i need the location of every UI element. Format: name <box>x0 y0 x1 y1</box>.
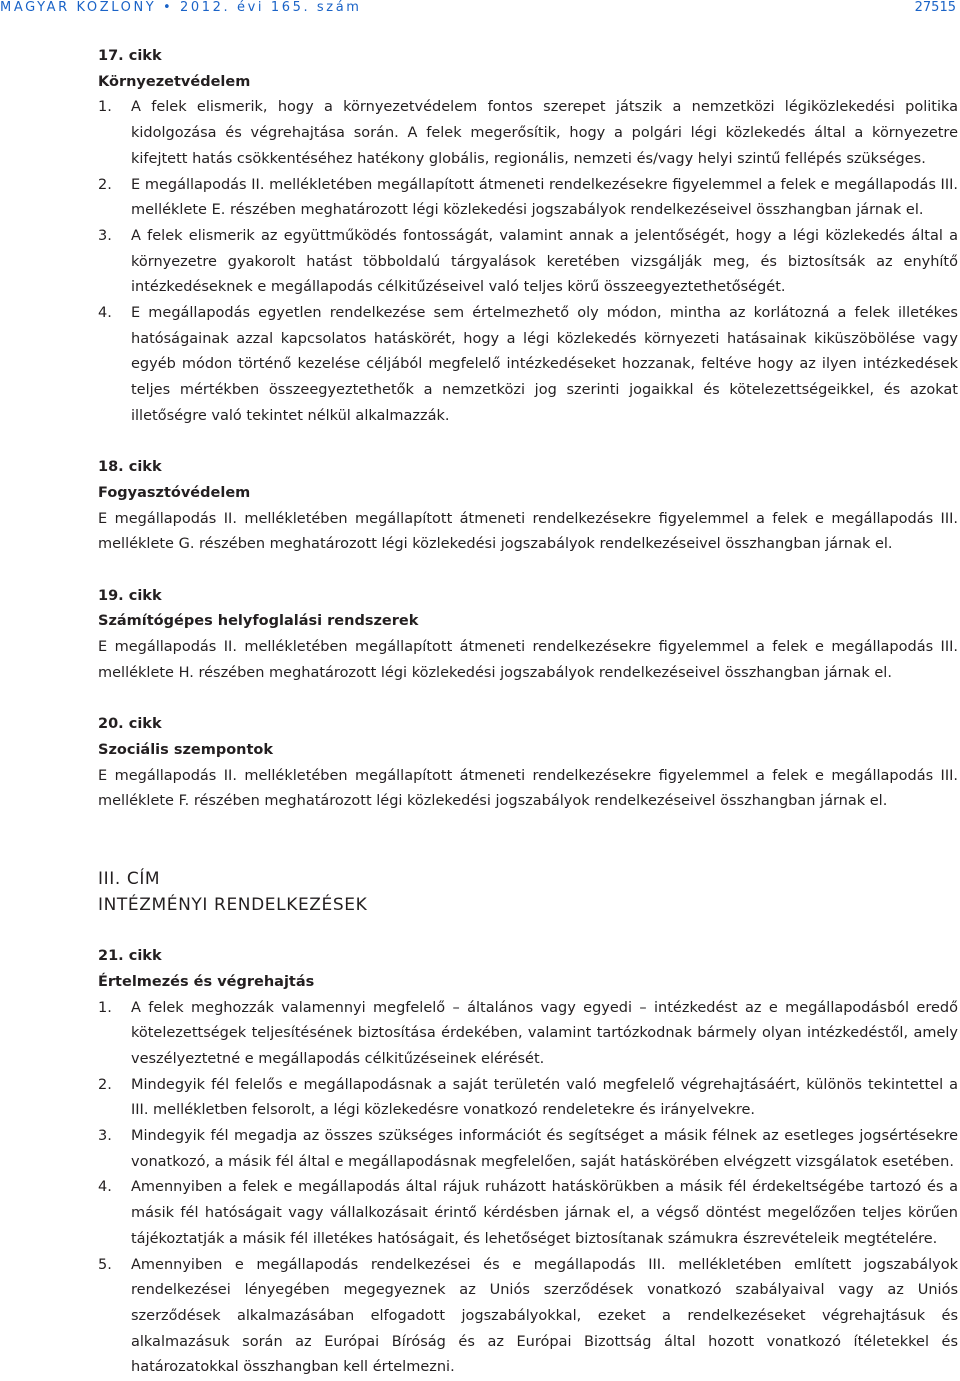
article-title: Fogyasztóvédelem <box>98 484 251 501</box>
paragraph-number: 1. <box>98 999 112 1016</box>
part-label: III. CÍM <box>98 869 161 890</box>
paragraph <box>98 95 958 172</box>
journal-title: MAGYAR KÖZLÖNY • 2012. évi 165. szám <box>0 0 362 15</box>
article-title: Számítógépes helyfoglalási rendszerek <box>98 613 419 630</box>
spacer <box>98 558 958 584</box>
paragraph <box>98 996 958 1073</box>
paragraph <box>98 1073 958 1124</box>
article-19 <box>98 584 958 687</box>
paragraph-text: Mindegyik fél megadja az összes szükséges információt és segítséget a másik félnek az esetleges jogsértésekre vonatkozó, a másik fél által e megállapodásnak megfelelően, saját hatáskörében elvégzett vizsgálatok esetében. <box>131 1128 958 1170</box>
spacer <box>98 687 958 713</box>
paragraph-number: 3. <box>98 227 112 244</box>
article-18 <box>98 455 958 558</box>
article-text: E megállapodás II. mellékletében megállapított átmeneti rendelkezésekre figyelemmel a felek e megállapodás III. melléklete G. részében meghatározott légi közlekedési jogszabályok rendelkezéseivel összhangban járnak el. <box>98 510 958 553</box>
article-number: 20. cikk <box>98 716 162 733</box>
article-title: Értelmezés és végrehajtás <box>98 973 315 990</box>
paragraph <box>98 301 958 430</box>
article-number: 21. cikk <box>98 948 162 965</box>
paragraph-number: 2. <box>98 176 112 193</box>
paragraph-text: Amennyiben e megállapodás rendelkezései és e megállapodás III. mellékletében említett jogszabályok rendelkezései lényegében megegyeznek az Uniós szerződések vonatkozó szabályaival vagy az Uniós szerződések alkalmazásában elfogadott jogszabályokkal, ezeket a rendelkezéseket végrehajtásuk és alkalmazásuk során az Európai Bíróság és az Európai Bizottság által hozott vonatkozó ítéletekkel és határozatokkal összhangban kell értelmezni. <box>131 1256 958 1376</box>
paragraph <box>98 1253 958 1381</box>
main-content <box>98 44 958 1381</box>
article-20 <box>98 712 958 815</box>
spacer <box>98 815 958 867</box>
paragraph-number: 3. <box>98 1128 112 1145</box>
spacer <box>98 918 958 944</box>
paragraph <box>98 173 958 224</box>
page-header <box>0 0 960 15</box>
spacer <box>98 430 958 456</box>
paragraph-text: E megállapodás egyetlen rendelkezése sem értelmezhető oly módon, mintha az korlátozná a felek illetékes hatóságainak azzal kapcsolatos hatáskörét, hogy a légi közlekedés környezeti hatásainak kiküszöbölése vagy egyéb módon történő kezelése céljából megfelelő intézkedéseket hozzanak, feltéve hogy az ilyen intézkedések teljes mértékben összeegyeztethetők a nemzetközi jog szerinti jogaikkal és kötelezettségeikkel, és azokat illetőségre való tekintet nélkül alkalmazzák. <box>131 305 958 424</box>
article-21 <box>98 944 958 1381</box>
paragraph-number: 4. <box>98 305 112 322</box>
paragraph-text: Amennyiben a felek e megállapodás által rájuk ruházott hatáskörükben a másik fél érdekeltségébe tartozó és a másik fél hatóságait vagy vállalkozásait érintő kérdésben járnak el, a végső döntést megelőzően teljes körűen tájékoztatják a másik fél illetékes hatóságait, és lehetőséget biztosítanak számukra észrevételeik megtételére. <box>131 1179 958 1247</box>
article-text: E megállapodás II. mellékletében megállapított átmeneti rendelkezésekre figyelemmel a felek e megállapodás III. melléklete F. részében meghatározott légi közlekedési jogszabályok rendelkezéseivel összhangban járnak el. <box>98 767 958 810</box>
paragraph <box>98 1124 958 1175</box>
page-number: 27515 <box>914 0 956 15</box>
paragraph <box>98 224 958 301</box>
part-title: INTÉZMÉNYI RENDELKEZÉSEK <box>98 894 368 915</box>
paragraph-number: 5. <box>98 1256 112 1273</box>
paragraph-text: A felek elismerik, hogy a környezetvédelem fontos szerepet játszik a nemzetközi légiközlekedési politika kidolgozása és végrehajtása során. A felek megerősítik, hogy a polgári légi közlekedés által a környezetre kifejtett hatás csökkentéséhez hatékony globális, regionális, nemzeti és/vagy helyi szintű fellépés szükséges. <box>131 99 958 167</box>
article-text: E megállapodás II. mellékletében megállapított átmeneti rendelkezésekre figyelemmel a felek e megállapodás III. melléklete H. részében meghatározott légi közlekedési jogszabályok rendelkezéseivel összhangban járnak el. <box>98 639 958 681</box>
part-heading <box>98 867 958 918</box>
paragraph-text: A felek meghozzák valamennyi megfelelő – általános vagy egyedi – intézkedést az e megállapodásból eredő kötelezettségek teljesítésének biztosítása érdekében, valamint tartózkodnak bármely olyan intézkedéstől, amely veszélyeztetné e megállapodás célkitűzéseinek elérését. <box>131 999 958 1067</box>
paragraph-number: 1. <box>98 99 112 116</box>
paragraph-text: A felek elismerik az együttműködés fontosságát, valamint annak a jelentőségét, hogy a légi közlekedés által a környezetre gyakorolt hatást többoldalú tárgyalások keretében vizsgálják meg, és biztosítsák az enyhítő intézkedéseknek e megállapodás célkitűzéseivel való teljes körű összeegyeztethetőségét. <box>131 227 958 296</box>
paragraph-number: 2. <box>98 1076 112 1093</box>
article-title: Környezetvédelem <box>98 73 251 90</box>
article-title: Szociális szempontok <box>98 741 274 758</box>
paragraph <box>98 1175 958 1252</box>
paragraph-number: 4. <box>98 1179 112 1196</box>
article-number: 18. cikk <box>98 459 162 476</box>
paragraph-text: E megállapodás II. mellékletében megállapított átmeneti rendelkezésekre figyelemmel a felek e megállapodás III. melléklete E. részében meghatározott légi közlekedési jogszabályok rendelkezéseivel összhangban járnak el. <box>131 176 958 219</box>
article-17 <box>98 44 958 430</box>
article-number: 19. cikk <box>98 587 162 604</box>
article-number: 17. cikk <box>98 48 162 64</box>
paragraph-text: Mindegyik fél felelős e megállapodásnak a saját területén való megfelelő végrehajtásáért, különös tekintettel a III. mellékletben felsorolt, a légi közlekedésre vonatkozó rendeletekre és irányelvekre. <box>131 1076 958 1119</box>
